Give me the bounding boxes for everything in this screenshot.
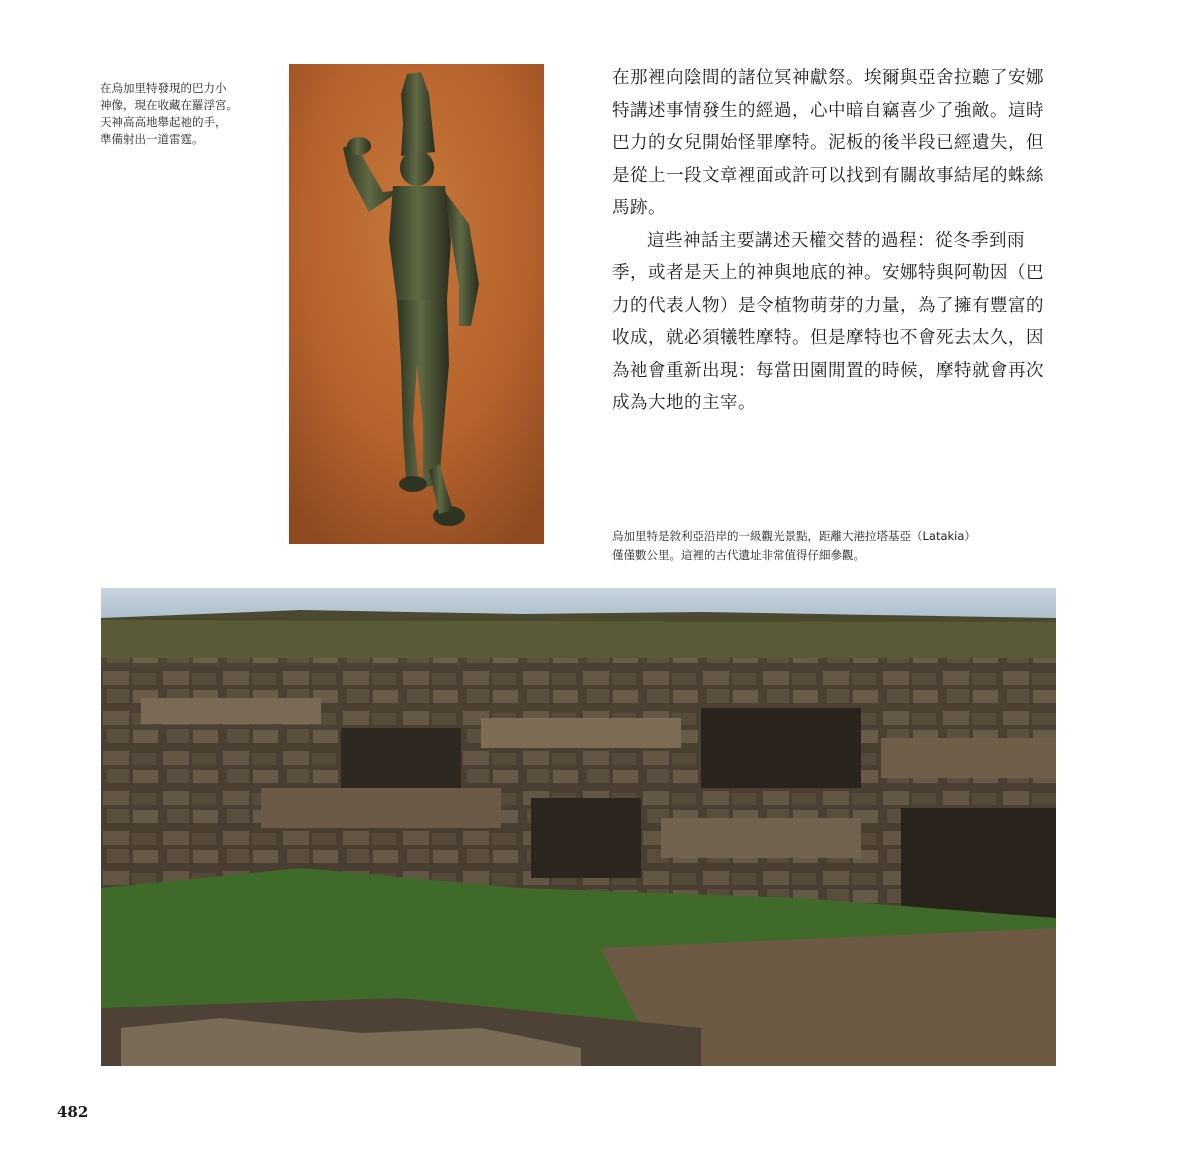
baal-statue-photo xyxy=(289,64,544,544)
page-number: 482 xyxy=(57,1103,89,1121)
paragraph-1: 在那裡向陰間的諸位冥神獻祭。埃爾與亞舍拉聽了安娜特講述事情發生的經過，心中暗自竊喜少了強敵。這時巴力的女兒開始怪罪摩特。泥板的後半段已經遺失，但是從上一段文章裡面或許可以找到有關故事結尾的蛛絲馬跡。 xyxy=(612,68,1044,218)
main-text xyxy=(612,62,1060,420)
paragraph-2: 這些神話主要講述天權交替的過程：從冬季到雨季，或者是天上的神與地底的神。安娜特與阿勒因（巴力的代表人物）是令植物萌芽的力量，為了擁有豐富的收成，就必須犧牲摩特。但是摩特也不會死去太久，因為祂會重新出現：每當田園閒置的時候，摩特就會再次成為大地的主宰。 xyxy=(612,230,1044,413)
ugarit-ruins-photo xyxy=(101,588,1056,1066)
statue-caption: 在烏加里特發現的巴力小 神像，現在收藏在羅浮宮。 天神高高地舉起祂的手， 準備射出一道雷霆。 xyxy=(100,81,238,146)
ruins-caption: 烏加里特是敘利亞沿岸的一級觀光景點，距離大港拉塔基亞（Latakia） 僅僅數公里。這裡的古代遺址非常值得仔細參觀。 xyxy=(612,529,976,562)
